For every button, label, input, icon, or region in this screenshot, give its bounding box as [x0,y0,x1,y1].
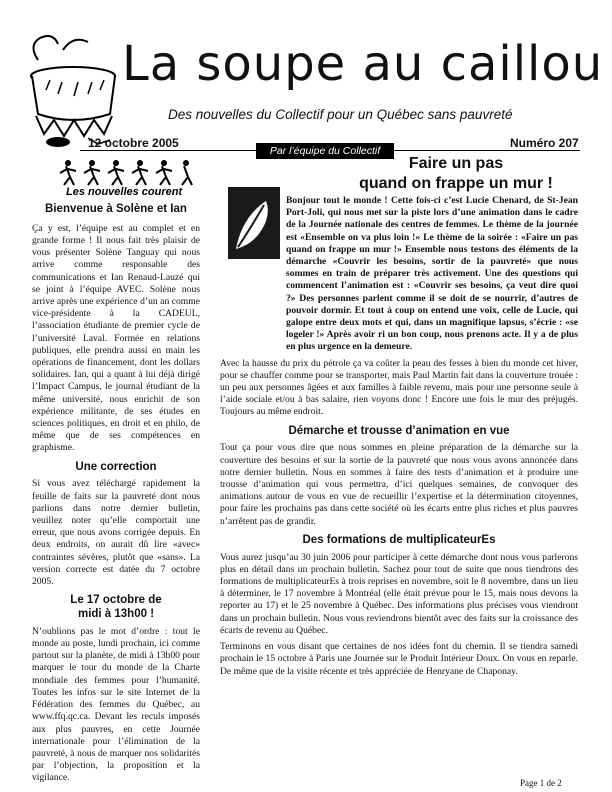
section-formations-text: Vous aurez jusqu’au 30 juin 2006 pour participer à cette démarche dont nous vous parlerons plus en détail dans un prochain bulletin. Sachez pour tout de suite que nous tiendrons des formations de multiplicateurEs à trois reprises en novembre, soit le 8 novembre, dans un lieu à déterminer, le 17 novembre à Montréal (elle était prévue pour le 15, mais nous devons la reporter au 17) et le 25 novembre à Québec. Des informations plus précises vous viendront dans un prochain bulletin. Nous vous reviendrons bientôt avec des faits sur la croissance des écarts de revenu au Québec. [220,551,578,636]
runners-banner-illustration [58,157,198,197]
left-column [32,203,200,785]
right-column [220,195,578,678]
section-welcome-text: Ça y est, l’équipe est au complet et en grande forme ! Il nous fait très plaisir de vous présenter Solène Tanguay qui nous arrive comme responsable des communications et Ian Renaud-Lauzé qui se joint à l’équipe AVEC. Solène nous arrive après une expérience d’un an comme vice-présidente à la CADEUL, l’association étudiante de premier cycle de l’université Laval. Formée en relations publiques, elle prendra aussi en main les opérations de financement, dont les dollars solidaires. Ian, qui a quant à lui déjà dirigé l’Impact Campus, le journal étudiant de la même université, nous enrichit de son expérience militante, de ses études en sciences politiques, en droit et en philo, de même que de ses compétences en graphisme. [32,222,200,454]
banner-text: Les nouvelles courent [66,186,183,197]
section-correction-text: Si vous avez téléchargé rapidement la feuille de faits sur la pauvreté dont nous parlions dans notre dernier bulletin, veuillez noter qu’elle comportait une erreur, que nous avons corrigée depuis. En deux endroits, on aurait dû lire «avec» contraintes sévères, plutôt que «sans». La version correcte est datée du 7 octobre 2005. [32,478,200,588]
section-correction-title: Une correction [75,460,157,473]
newsletter-tagline: Des nouvelles du Collectif pour un Québec sans pauvreté [168,107,513,122]
feature-title: Faire un pas quand on frappe un mur ! [359,155,553,192]
page-number: Page 1 de 2 [520,778,562,788]
section-formations-title: Des formations de multiplicateurEs [302,533,496,546]
section-demarche-text: Tout ça pour vous dire que nous sommes en pleine préparation de la démarche sur la couverture des besoins et sur la sortie de la pauvreté que nous vous avons annoncée dans notre dernier bulletin. Nous en sommes à faire des tests d’animation et à produire une trousse d’animation qui vous permettra, d’ici quelques semaines, de convoquer des animations autour de vous en vue de recueillir l’expertise et la détermination citoyennes, pour faire les prochains pas dans cette société où les écarts entre plus riches et plus pauvres n’arrêtent pas de grandir. [220,442,578,527]
issue-date: 12 octobre 2005 [88,136,179,150]
newsletter-title: La soupe au caillou [122,36,604,92]
feature-para-2: Avec la hausse du prix du pétrole ça va coûter la peau des fesses à bien du monde cet hiver, pour se chauffer comme pour se transporter, mais Paul Martin fait dans la couverture trouée : un peu aux personnes âgées et aux familles à faible revenu, mais pour une personne seule à l’aide sociale et/ou à bas salaire, rien voyons donc ! Encore une fois le mur des préjugés. Toujours au même endroit. [220,357,578,418]
section-closing-text: Terminons en vous disant que certaines de nos idées font du chemin. Il se tiendra samedi prochain le 15 octobre à Paris une Journée sur le Produit Intérieur Doux. On vous en reparle. De même que de la visite récente et très appréciée de Henryane de Chaponay. [220,641,578,677]
section-oct17-title: Le 17 octobre de midi à 13h00 ! [70,594,162,621]
section-demarche-title: Démarche et trousse d’animation en vue [288,424,510,437]
section-oct17-text: N’oublions pas le mot d’ordre : tout le monde au poste, lundi prochain, ici comme partout sur la planète, de midi à 13h00 pour marquer le tour du monde de la Charte mondiale des femmes pour l’humanité. Toutes les infos sur le site Internet de la Fédération des femmes du Québec, au www.ffq.qc.ca. Devant les reculs imposés aux plus pauvres, en cette Journée internationale pour l’élimination de la pauvreté, à nous de marquer nos solidarités par l’objection, la proposition et la vigilance. [32,625,200,784]
section-welcome-title: Bienvenue à Solène et Ian [45,203,187,215]
soup-pot-illustration [18,30,128,148]
issue-number: Numéro 207 [510,136,579,150]
feature-lead: Bonjour tout le monde ! Cette fois-ci c’est Lucie Chenard, de St-Jean Port-Joli, qui nous met sur la piste lors d’une animation dans le cadre de la Journée nationale des centres de femmes. Le thème de la journée est «Ensemble on va plus loin !» Le thème de la soirée : «Faire un pas quand on frappe un mur !» Ensemble nous testons des éléments de la démarche «Couvrir les besoins, sortir de la pauvreté» que nous sommes en train de préparer très activement. Une des questions qui commencent l’animation est : «Couvrir ses besoins, ça veut dire quoi ?» Des personnes parlent comme il se doit de se nourrir, d’autres de pouvoir dormir. Et tout à coup on entend une voix, celle de Lucie, qui galope entre deux mots et qui, dans un magnifique lapsus, s’écrie : «se logeler !» Après avoir ri un bon coup, nous prenons acte. Il y a de plus en plus urgence en la demeure. [286,195,578,353]
byline-badge: Par l’équipe du Collectif [256,143,394,159]
